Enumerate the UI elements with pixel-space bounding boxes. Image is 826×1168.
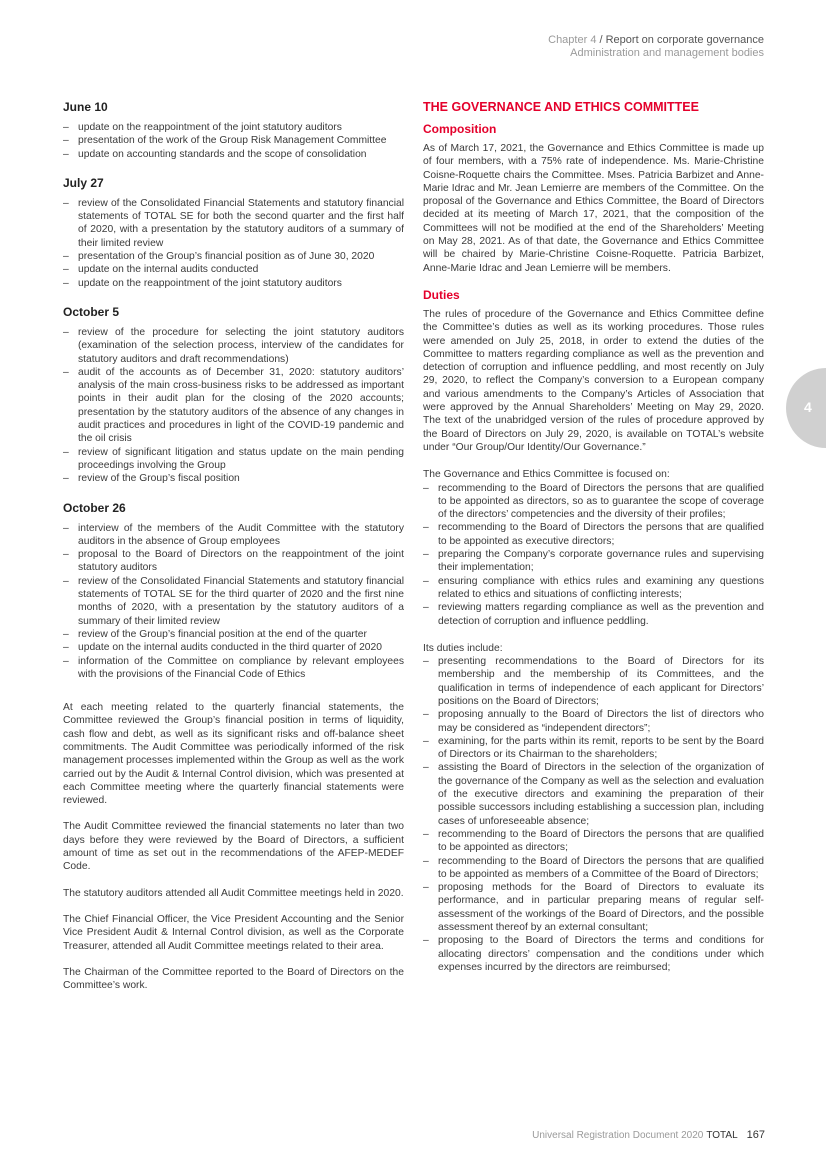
list-item: – ensuring compliance with ethics rules and examining any questions related to ethics and situations of conflicting interests; [423,575,764,602]
chapter-tab-number: 4 [804,399,812,415]
october26-heading: October 26 [63,500,126,515]
footer-brand: TOTAL [706,1130,738,1141]
paragraph: The Audit Committee reviewed the financial statements no later than two days before they were reviewed by the Board of Directors, a sufficient amount of time as set out in the recommendations of the AFEP-MEDEF Code. [63,821,404,873]
list-item: – review of the procedure for selecting the joint statutory auditors (examination of the selection process, interview of the candidates for statutory auditors and draft recommendations) [63,326,404,366]
section-label: Report on corporate governance [605,34,764,46]
duties-intro: Its duties include: [423,642,503,654]
list-item: – presentation of the Group’s financial position as of June 30, 2020 [63,250,404,263]
list-item: – interview of the members of the Audit Committee with the statutory auditors in the absence of Group employees [63,522,404,549]
june10-heading: June 10 [63,100,108,114]
list-item: – review of the Group’s fiscal position [63,472,404,485]
paragraph: The Chairman of the Committee reported to the Board of Directors on the Committee’s work. [63,966,404,992]
list-item: – proposing to the Board of Directors the terms and conditions for allocating directors’ compensation and the conditions under which expenses incurred by the directors are reimbursed; [423,934,764,974]
page-number: 167 [746,1129,765,1141]
list-item: – update on the internal audits conducted in the third quarter of 2020 [63,641,404,654]
list-item: – review of significant litigation and status update on the main pending proceedings involving the Group [63,446,404,473]
list-item: – review of the Consolidated Financial Statements and statutory financial statements of TOTAL SE for both the second quarter and the first half of 2020, with a presentation by the statutory auditors of a summary of their limited review [63,197,404,250]
list-item: – assisting the Board of Directors in the selection of the organization of the governance of the Company as well as the selection and evaluation of the executive directors and examining the preparation of their possible successors including establishing a succession plan, including cases of unforeseeable absence; [423,761,764,827]
duties-heading: Duties [423,287,460,302]
october26-list [63,522,404,682]
list-item: – update on the internal audits conducted [63,263,404,276]
running-header [548,34,764,60]
header-separator: / [596,34,606,46]
list-item: – reviewing matters regarding compliance as well as the prevention and detection of corruption and influence peddling. [423,601,764,628]
composition-heading: Composition [423,122,497,136]
july27-heading: July 27 [63,175,104,190]
footer-document-title: Universal Registration Document 2020 [532,1130,704,1141]
list-item: – information of the Committee on compliance by relevant employees with the provisions of the Financial Code of Ethics [63,655,404,682]
list-item: – presentation of the work of the Group Risk Management Committee [63,134,404,147]
subsection-label: Administration and management bodies [570,47,764,59]
paragraph: The Chief Financial Officer, the Vice President Accounting and the Senior Vice President Audit & Internal Control division, as well as the Corporate Treasurer, attended all Audit Committee meetings related to their area. [63,913,404,952]
composition-text: As of March 17, 2021, the Governance and Ethics Committee is made up of four members, with a 75% rate of independence. Ms. Marie-Christine Coisne-Roquette chairs the Committee. Mses. Patricia Barbizet and Anne-Marie Idrac and Mr. Jean Lemierre are members of the Committee. On the proposal of the Governance and Ethics Committee, the Board of Directors decided at its meeting of March 17, 2021, that the composition of the Committees will not be modified at the end of the Shareholders’ Meeting on May 28, 2021. As of that date, the Governance and Ethics Committee will be chaired by Marie-Christine Coisne-Roquette. Patricia Barbizet, Anne-Marie Idrac and Jean Lemierre will be members. [423,143,764,274]
list-item: – review of the Consolidated Financial Statements and statutory financial statements of TOTAL SE for the third quarter of 2020 and the first nine months of 2020, with a presentation by the statutory auditors of a summary of their limited review [63,575,404,628]
left-column [63,100,404,992]
duties-text: The rules of procedure of the Governance and Ethics Committee define the Committee’s duties as well as its working procedures. Those rules were amended on July 25, 2018, in order to extend the duties of the Committee to matters regarding compliance as well as the prevention and detection of corruption and influence peddling, and most recently on July 29, 2020, to reflect the Company’s conversion to a European company and various amendments to the Company’s Articles of Association that were approved by the Annual Shareholders’ Meeting on May 29, 2020. The text of the unabridged version of the rules of procedure approved by the Board of Directors on July 29, 2020, is available on TOTAL’s website under “Our Group/Our Identity/Our Governance.” [423,308,764,453]
focus-intro: The Governance and Ethics Committee is focused on: [423,469,670,481]
list-item: – recommending to the Board of Directors the persons that are qualified to be appointed as executive directors; [423,521,764,548]
list-item: – preparing the Company’s corporate governance rules and supervising their implementation; [423,548,764,575]
paragraph: The statutory auditors attended all Audit Committee meetings held in 2020. [63,887,404,899]
right-column [423,100,764,974]
chapter-tab[interactable] [786,368,826,448]
july27-list [63,197,404,290]
list-item: – proposal to the Board of Directors on the reappointment of the joint statutory auditors [63,548,404,575]
list-item: – review of the Group’s financial position at the end of the quarter [63,628,404,641]
list-item: – update on the reappointment of the joint statutory auditors [63,277,404,290]
list-item: – recommending to the Board of Directors the persons that are qualified to be appointed as members of a Committee of the Board of Directors; [423,855,764,882]
june10-list [63,121,404,161]
october5-list [63,326,404,486]
paragraph: At each meeting related to the quarterly financial statements, the Committee reviewed the Group’s financial position in terms of liquidity, cash flow and debt, as well as its significant risks and off-balance sheet commitments. The Audit Committee was periodically informed of the risk management processes implemented within the Group as well as the work carried out by the Audit & Internal Control division, which was presented at each Committee meeting where the quarterly financial statements were reviewed. [63,702,404,807]
list-item: – proposing methods for the Board of Directors to evaluate its performance, and in particular preparing means of regular self-assessment of the workings of the Board of Directors, and the possible assessment thereof by an external consultant; [423,881,764,934]
section-title: THE GOVERNANCE AND ETHICS COMMITTEE [423,100,699,114]
october5-heading: October 5 [63,304,120,319]
list-item: – presenting recommendations to the Board of Directors for its membership and the membership of its Committees, and the qualification in terms of independence of each applicant for Directors’ positions on the Board of Directors; [423,655,764,708]
list-item: – examining, for the parts within its remit, reports to be sent by the Board of Directors or its Chairman to the shareholders; [423,735,764,762]
list-item: – proposing annually to the Board of Directors the list of directors who may be considered as “independent directors”; [423,708,764,735]
list-item: – update on accounting standards and the scope of consolidation [63,148,404,161]
page-footer [532,1129,765,1142]
chapter-label: Chapter 4 [548,34,597,46]
duties-list [423,655,764,974]
list-item: – audit of the accounts as of December 31, 2020: statutory auditors’ analysis of the main cross-business risks to be addressed as important points in their audit plan for the closing of the 2020 accounts; presentation by the statutory auditors of the absence of any changes in audit practices and procedures in light of the COVID-19 pandemic and the oil crisis [63,366,404,446]
list-item: – recommending to the Board of Directors the persons that are qualified to be appointed as directors; [423,828,764,855]
focus-list [423,482,764,628]
list-item: – recommending to the Board of Directors the persons that are qualified to be appointed as directors, so as to guarantee the scope of coverage of the directors’ competencies and the diversity of their profiles; [423,482,764,522]
list-item: – update on the reappointment of the joint statutory auditors [63,121,404,134]
